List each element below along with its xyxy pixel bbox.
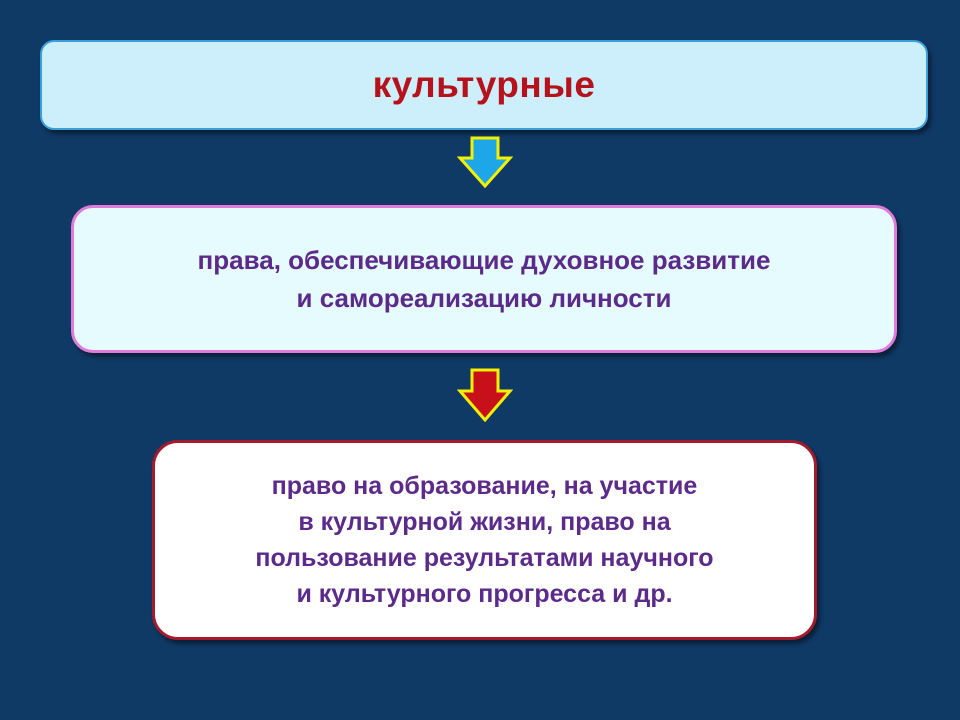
category-title-box [40,40,928,130]
definition-box [71,205,897,353]
examples-box [152,440,817,640]
definition-text: права, обеспечивающие духовное развитие и самореализацию личности [197,245,771,313]
arrow-down-icon [457,368,513,422]
arrow-down-icon [457,136,513,188]
category-title: культурные [372,64,596,105]
examples-text: право на образование, на участие в культурной жизни, право на пользование результатами научного и культурного прогресса и др. [255,472,714,608]
